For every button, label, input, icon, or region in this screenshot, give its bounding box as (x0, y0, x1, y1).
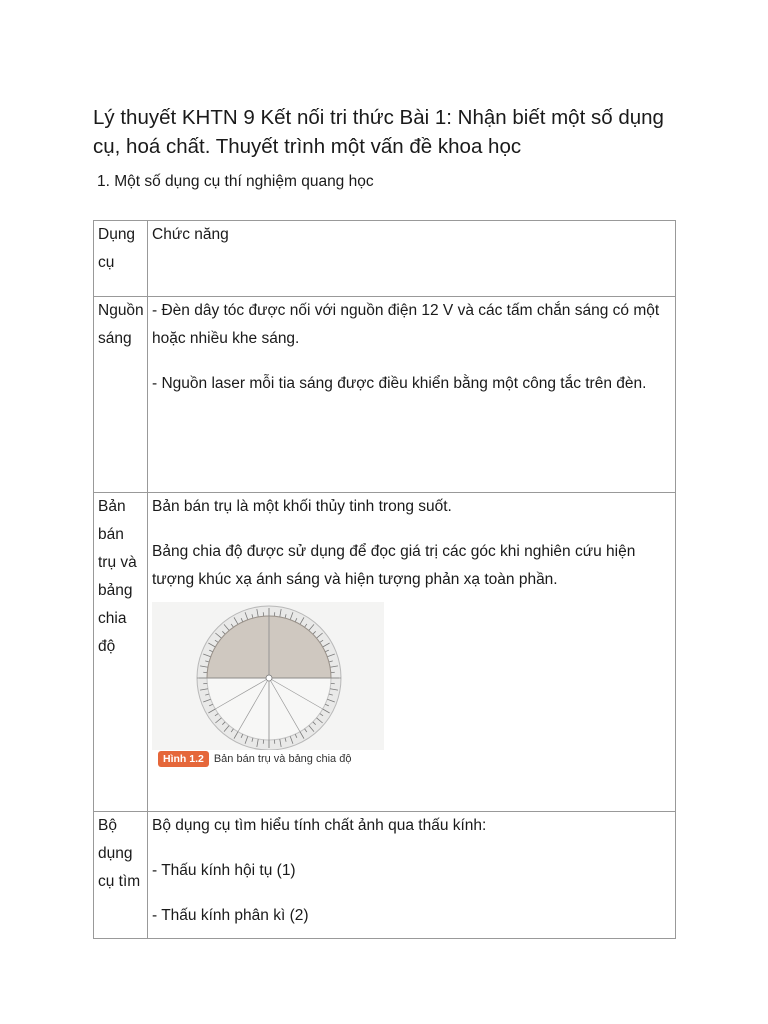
header-tool: Dụng cụ (94, 221, 148, 297)
figure-caption-text: Bản bán trụ và bảng chia độ (213, 753, 352, 765)
table-header-row (94, 221, 676, 297)
tool-function (148, 493, 676, 812)
tool-function (148, 297, 676, 493)
header-function: Chức năng (148, 221, 676, 297)
protractor-figure (152, 602, 384, 774)
tool-name: Bộ dụng cụ tìm (94, 812, 148, 939)
page-title: Lý thuyết KHTN 9 Kết nối tri thức Bài 1: Nhận biết một số dụng cụ, hoá chất. Thuyết trình một vấn đề khoa học (93, 106, 664, 158)
function-paragraph: - Thấu kính hội tụ (1) (152, 862, 296, 879)
function-paragraph: - Nguồn laser mỗi tia sáng được điều khiển bằng một công tắc trên đèn. (152, 375, 647, 392)
tool-name: Bản bán trụ và bảng chia độ (94, 493, 148, 812)
table-row (94, 812, 676, 939)
figure-caption (158, 751, 351, 767)
tool-function (148, 812, 676, 939)
function-paragraph: - Thấu kính phân kì (2) (152, 907, 309, 924)
tool-name: Nguồn sáng (94, 297, 148, 493)
function-paragraph: - Đèn dây tóc được nối với nguồn điện 12 V và các tấm chắn sáng có một hoặc nhiều khe sáng. (152, 302, 660, 347)
figure-label: Hình 1.2 (158, 751, 209, 767)
function-paragraph: Bản bán trụ là một khối thủy tinh trong suốt. (152, 498, 452, 515)
function-paragraph: Bộ dụng cụ tìm hiểu tính chất ảnh qua thấu kính: (152, 817, 487, 834)
table-row (94, 297, 676, 493)
section-heading: 1. Một số dụng cụ thí nghiệm quang học (97, 173, 374, 190)
instrument-table (93, 220, 676, 939)
function-paragraph: Bảng chia độ được sử dụng để đọc giá trị các góc khi nghiên cứu hiện tượng khúc xạ ánh sáng và hiện tượng phản xạ toàn phần. (152, 543, 636, 588)
table-row (94, 493, 676, 812)
protractor-image (152, 602, 384, 750)
